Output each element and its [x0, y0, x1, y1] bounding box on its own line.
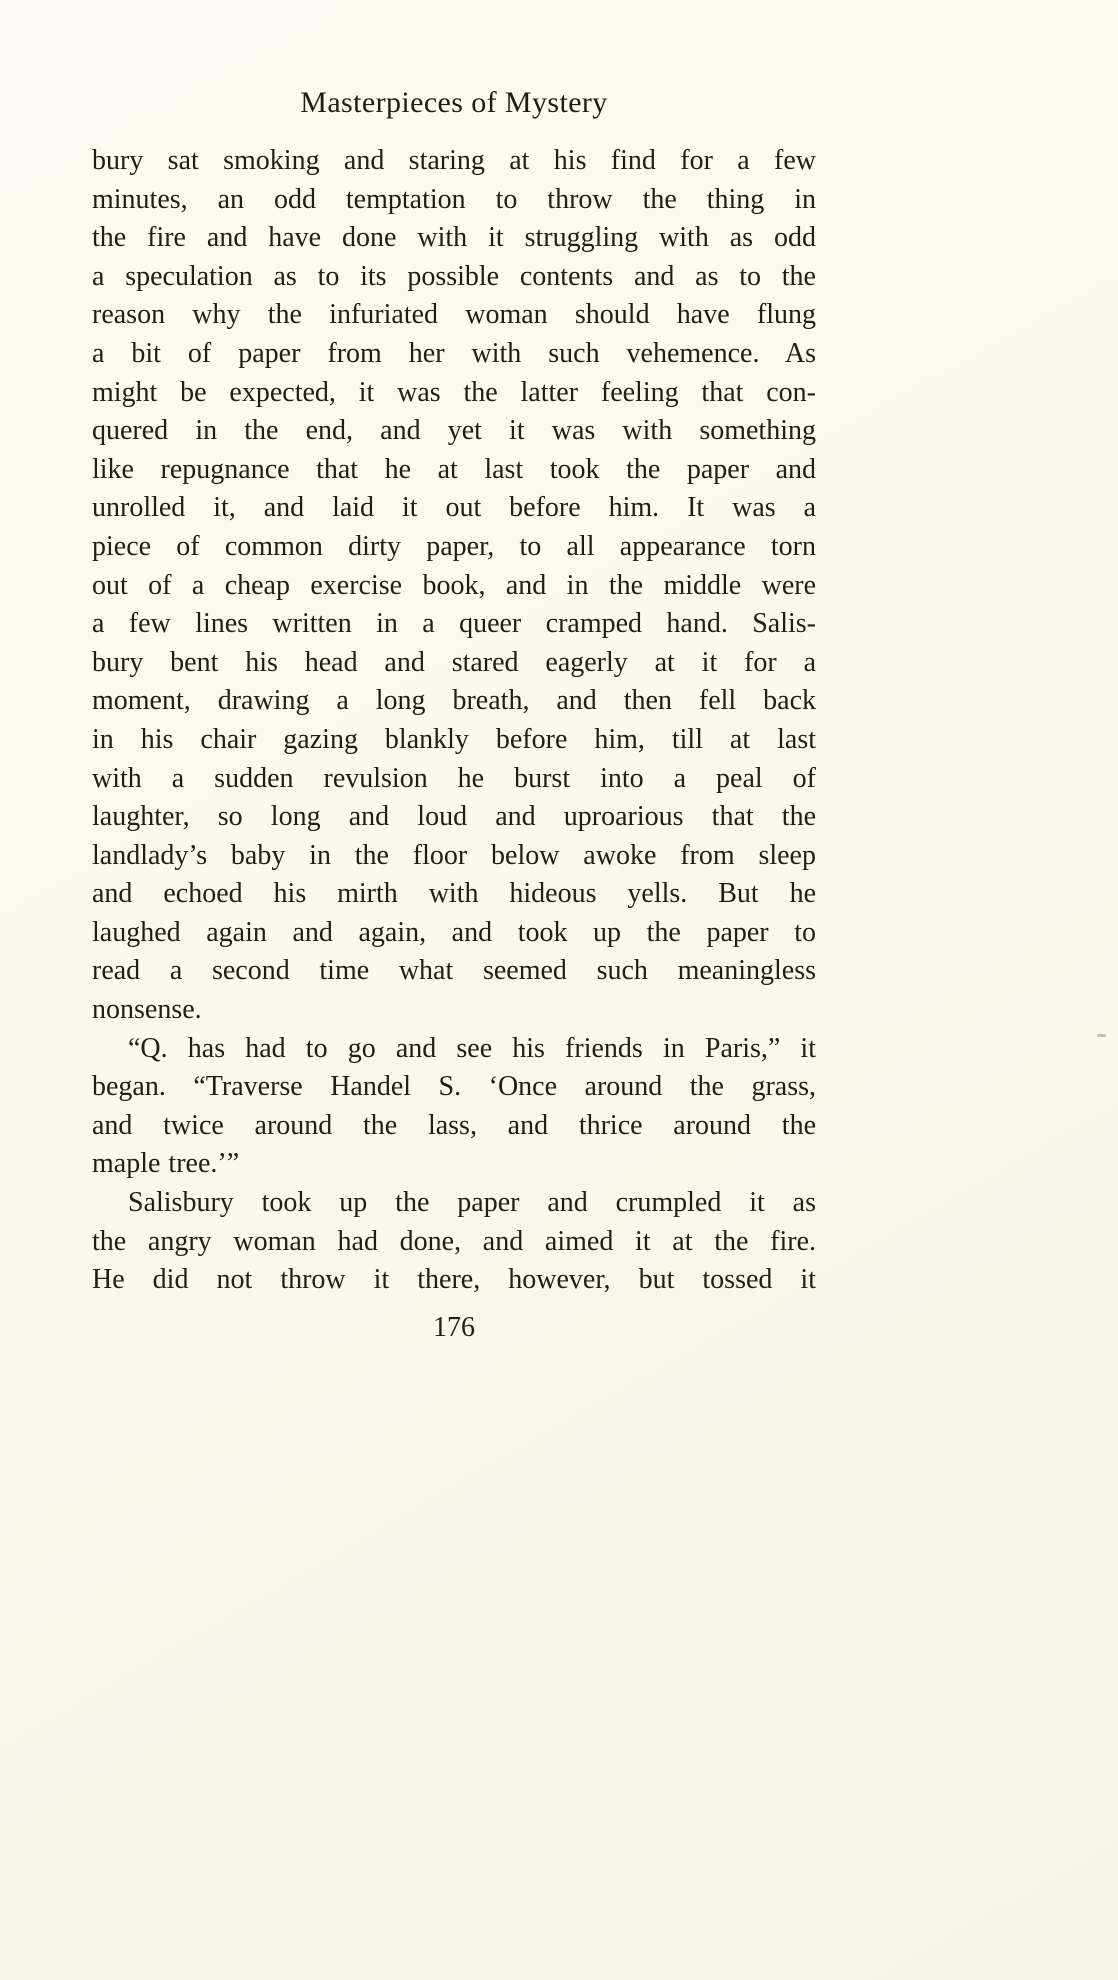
- text-line: a speculation as to its possible contents and as to the: [92, 260, 816, 292]
- text-line: the angry woman had done, and aimed it at the fire.: [92, 1225, 816, 1257]
- text-line: maple tree.’”: [92, 1148, 240, 1180]
- text-line: piece of common dirty paper, to all appearance torn: [92, 530, 816, 562]
- paragraph: [92, 1030, 816, 1184]
- text-line: began. “Traverse Handel S. ‘Once around the grass,: [92, 1071, 816, 1103]
- text-line: and echoed his mirth with hideous yells. But he: [92, 878, 816, 910]
- text-line: with a sudden revulsion he burst into a peal of: [92, 762, 816, 794]
- text-line: quered in the end, and yet it was with something: [92, 415, 816, 447]
- text-line: like repugnance that he at last took the paper and: [92, 453, 816, 485]
- text-line: bury sat smoking and staring at his find for a few: [92, 145, 816, 176]
- paragraph: [92, 1184, 816, 1300]
- text-line: nonsense.: [92, 994, 202, 1026]
- text-line: “Q. has had to go and see his friends in Paris,” it: [128, 1032, 816, 1064]
- text-line: and twice around the lass, and thrice around the: [92, 1109, 816, 1141]
- text-line: out of a cheap exercise book, and in the middle were: [92, 569, 816, 601]
- page-number: 176: [433, 1311, 475, 1343]
- text-line: might be expected, it was the latter feeling that con-: [92, 376, 816, 408]
- text-line: unrolled it, and laid it out before him. It was a: [92, 492, 816, 524]
- page-body: [92, 142, 816, 1300]
- text-line: bury bent his head and stared eagerly at it for a: [92, 646, 816, 678]
- text-line: minutes, an odd temptation to throw the thing in: [92, 183, 816, 215]
- text-line: read a second time what seemed such meaningless: [92, 955, 816, 987]
- text-line: moment, drawing a long breath, and then fell back: [92, 685, 816, 717]
- text-line: He did not throw it there, however, but tossed it: [92, 1264, 816, 1296]
- paragraph: [92, 142, 816, 1030]
- text-line: Salisbury took up the paper and crumpled it as: [128, 1187, 816, 1219]
- text-line: landlady’s baby in the floor below awoke from sleep: [92, 839, 816, 871]
- text-line: the fire and have done with it struggling with as odd: [92, 222, 816, 254]
- text-line: reason why the infuriated woman should have flung: [92, 299, 816, 331]
- text-line: laughed again and again, and took up the paper to: [92, 916, 816, 948]
- text-line: a few lines written in a queer cramped hand. Salis-: [92, 608, 816, 640]
- text-line: in his chair gazing blankly before him, till at last: [92, 723, 816, 755]
- text-line: laughter, so long and loud and uproarious that the: [92, 801, 816, 833]
- text-line: a bit of paper from her with such vehemence. As: [92, 337, 816, 369]
- scan-speck: [1097, 1034, 1106, 1037]
- running-header: Masterpieces of Mystery: [300, 86, 608, 119]
